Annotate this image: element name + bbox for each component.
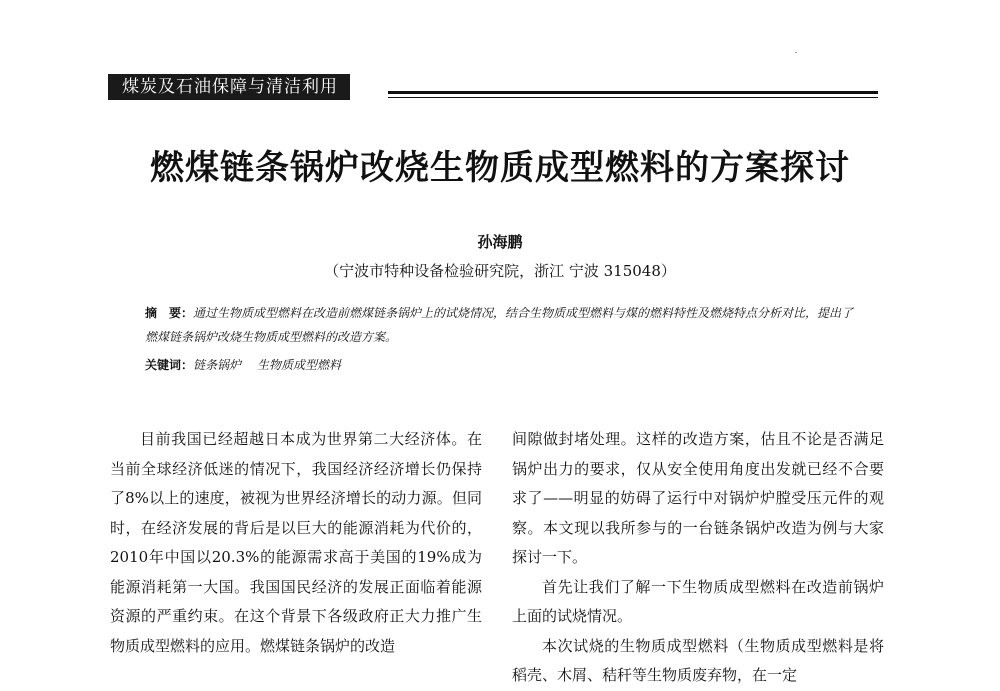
keyword: 生物质成型燃料 [257,358,342,372]
paper-title: 燃煤链条锅炉改烧生物质成型燃料的方案探讨 [150,148,850,188]
header-rule-thick [388,91,878,94]
paragraph: 首先让我们了解一下生物质成型燃料在改造前锅炉上面的试烧情况。 [512,577,884,625]
section-label: 煤炭及石油保障与清洁利用 [108,74,350,100]
abstract-label: 摘 要： [145,306,194,320]
author: 孙海鹏 [477,233,523,251]
body-column-right [512,425,884,691]
paragraph: 间隙做封堵处理。这样的改造方案，估且不论是否满足锅炉出力的要求，仅从安全使用角度出发就已经不合要求了——明显的妨碍了运行中对锅炉炉膛受压元件的观察。本文现以我所参与的一台链条锅炉改造为例与大家探讨一下。 [512,430,884,566]
keywords-label: 关键词： [145,358,194,372]
keywords [145,356,860,373]
abstract [145,301,860,349]
affiliation: （宁波市特种设备检验研究院，浙江 宁波 315048） [324,262,676,280]
paragraph: 本次试烧的生物质成型燃料（生物质成型燃料是将稻壳、木屑、秸秆等生物质废弃物，在一定 [512,636,884,684]
abstract-text: 通过生物质成型燃料在改造前燃煤链条锅炉上的试烧情况，结合生物质成型燃料与煤的燃料特性及燃烧特点分析对比，提出了燃煤链条锅炉改烧生物质成型燃料的改造方案。 [145,306,854,344]
keyword: 链条锅炉 [193,358,242,372]
scan-speck [795,52,797,53]
paragraph: 目前我国已经超越日本成为世界第二大经济体。在当前全球经济低迷的情况下，我国经济经济增长仍保持了8%以上的速度，被视为世界经济增长的动力源。但同时，在经济发展的背后是以巨大的能源消耗为代价的，2010年中国以20.3%的能源需求高于美国的19%成为能源消耗第一大国。我国国民经济的发展正面临着能源资源的严重约束。在这个背景下各级政府正大力推广生物质成型燃料的应用。燃煤链条锅炉的改造 [110,430,482,655]
header-rule-thin [388,97,878,98]
body-column-left [110,425,482,661]
section-header [108,74,878,100]
